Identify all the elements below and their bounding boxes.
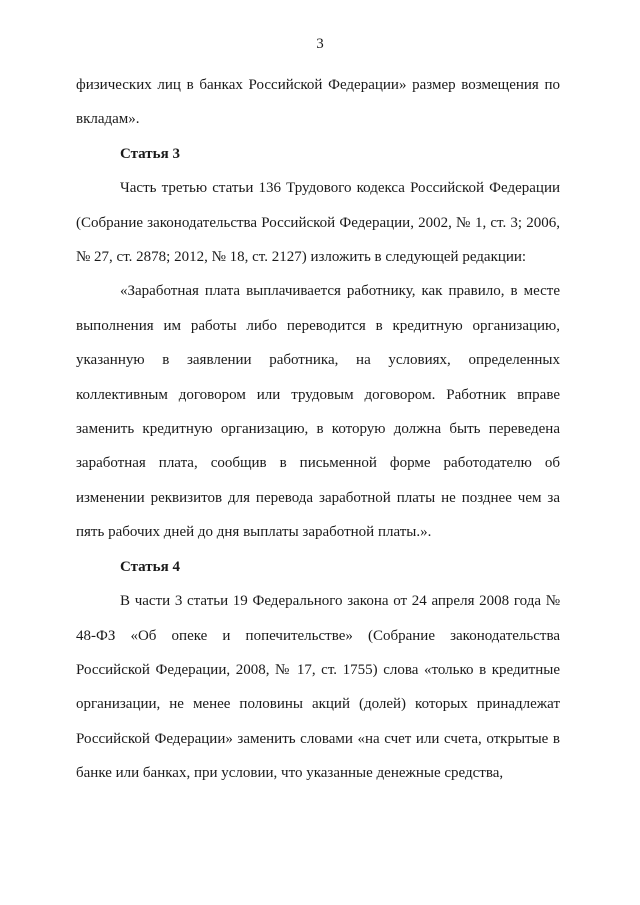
article-3-heading: Статья 3 <box>120 145 180 162</box>
paragraph-continuation: физических лиц в банках Российской Федерации» размер возмещения по вкладам». <box>76 77 560 128</box>
article-4-paragraph: В части 3 статьи 19 Федерального закона от 24 апреля 2008 года № 48-ФЗ «Об опеке и попечительстве» (Собрание законодательства Российской Федерации, 2008, № 17, ст. 1755) слова «только в кредитные организации, не менее половины акций (долей) которых принадлежат Российской Федерации» заменить словами «на счет или счета, открытые в банке или банках, при условии, что указанные денежные средства, <box>76 593 560 782</box>
article-3-paragraph: Часть третью статьи 136 Трудового кодекса Российской Федерации (Собрание законодательства Российской Федерации, 2002, № 1, ст. 3; 2006, № 27, ст. 2878; 2012, № 18, ст. 2127) изложить в следующей редакции: <box>76 180 560 266</box>
document-body <box>76 68 560 791</box>
page-number: 3 <box>316 36 324 52</box>
article-3-quoted-text: «Заработная плата выплачивается работнику, как правило, в месте выполнения им работы либо переводится в кредитную организацию, указанную в заявлении работника, на условиях, определенных коллективным договором или трудовым договором. Работник вправе заменить кредитную организацию, в которую должна быть переведена заработная плата, сообщив в письменной форме работодателю об изменении реквизитов для перевода заработной платы не позднее чем за пять рабочих дней до дня выплаты заработной платы.». <box>76 283 560 541</box>
article-4-heading: Статья 4 <box>120 558 180 575</box>
